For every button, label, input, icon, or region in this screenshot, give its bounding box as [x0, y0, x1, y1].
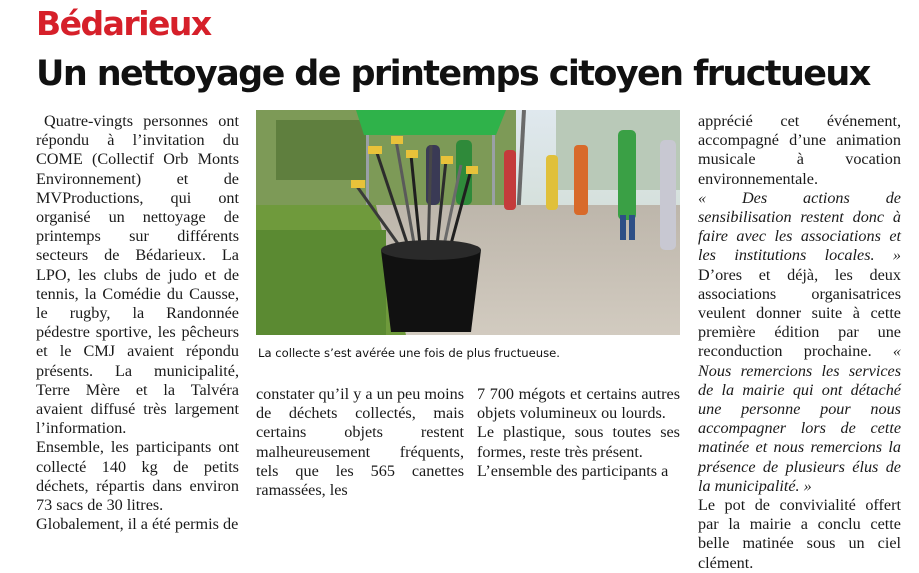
paragraph: Le plastique, sous toutes ses formes, reste très présent. — [477, 423, 680, 461]
article-column-4 — [698, 112, 901, 573]
article-column-3 — [477, 385, 680, 481]
paragraph: constater qu’il y a un peu moins de déchets collectés, mais certains objets restent malheureusement fréquents, tels que les 565 canettes ramassées, les — [256, 385, 464, 500]
paragraph: Le pot de convivialité offert par la mairie a conclu cette belle matinée sous un ciel clément. — [698, 496, 901, 572]
paragraph: Quatre-vingts personnes ont répondu à l’invitation du COME (Collectif Orb Monts Environnement) et de MVProductions, qui ont organisé un nettoyage de printemps sur différents secteurs de Bédarieux. La LPO, les clubs de judo et de tennis, la Comédie du Causse, le rugby, la Randonnée pédestre sportive, les pêcheurs et le CMJ avaient répondu présents. La municipalité, Terre Mère et la Talvéra avaient diffusé très largement l’information. — [36, 112, 239, 438]
paragraph: apprécié cet événement, accompagné d’une animation musicale à vocation environnementale. — [698, 112, 901, 188]
paragraph — [698, 189, 901, 496]
cleanup-photo-illustration — [256, 110, 680, 335]
headline: Un nettoyage de printemps citoyen fructueux — [36, 54, 870, 94]
article-column-2 — [256, 385, 464, 500]
quote: « Nous remercions les services de la mairie qui ont détaché une personne pour nous accompagner lors de cette matinée et nous remercions la présence de plusieurs élus de la municipalité. » — [698, 342, 901, 495]
paragraph: 7 700 mégots et certains autres objets volumineux ou lourds. — [477, 385, 680, 423]
paragraph: Globalement, il a été permis de — [36, 515, 239, 534]
quote: « Des actions de sensibilisation restent donc à faire avec les associations et les institutions locales. » — [698, 188, 901, 265]
paragraph: Ensemble, les participants ont collecté 140 kg de petits déchets, répartis dans environ 73 sacs de 30 litres. — [36, 438, 239, 515]
kicker: Bédarieux — [36, 4, 211, 43]
bin-icon — [381, 250, 481, 332]
text: D’ores et déjà, les deux associations organisatrices veulent donner suite à cette première édition par une reconduction prochaine. — [698, 265, 901, 361]
paragraph: L’ensemble des participants a — [477, 461, 669, 480]
article-column-1 — [36, 112, 239, 534]
article-photo — [256, 110, 680, 335]
photo-caption: La collecte s’est avérée une fois de plus fructueuse. — [258, 346, 560, 360]
